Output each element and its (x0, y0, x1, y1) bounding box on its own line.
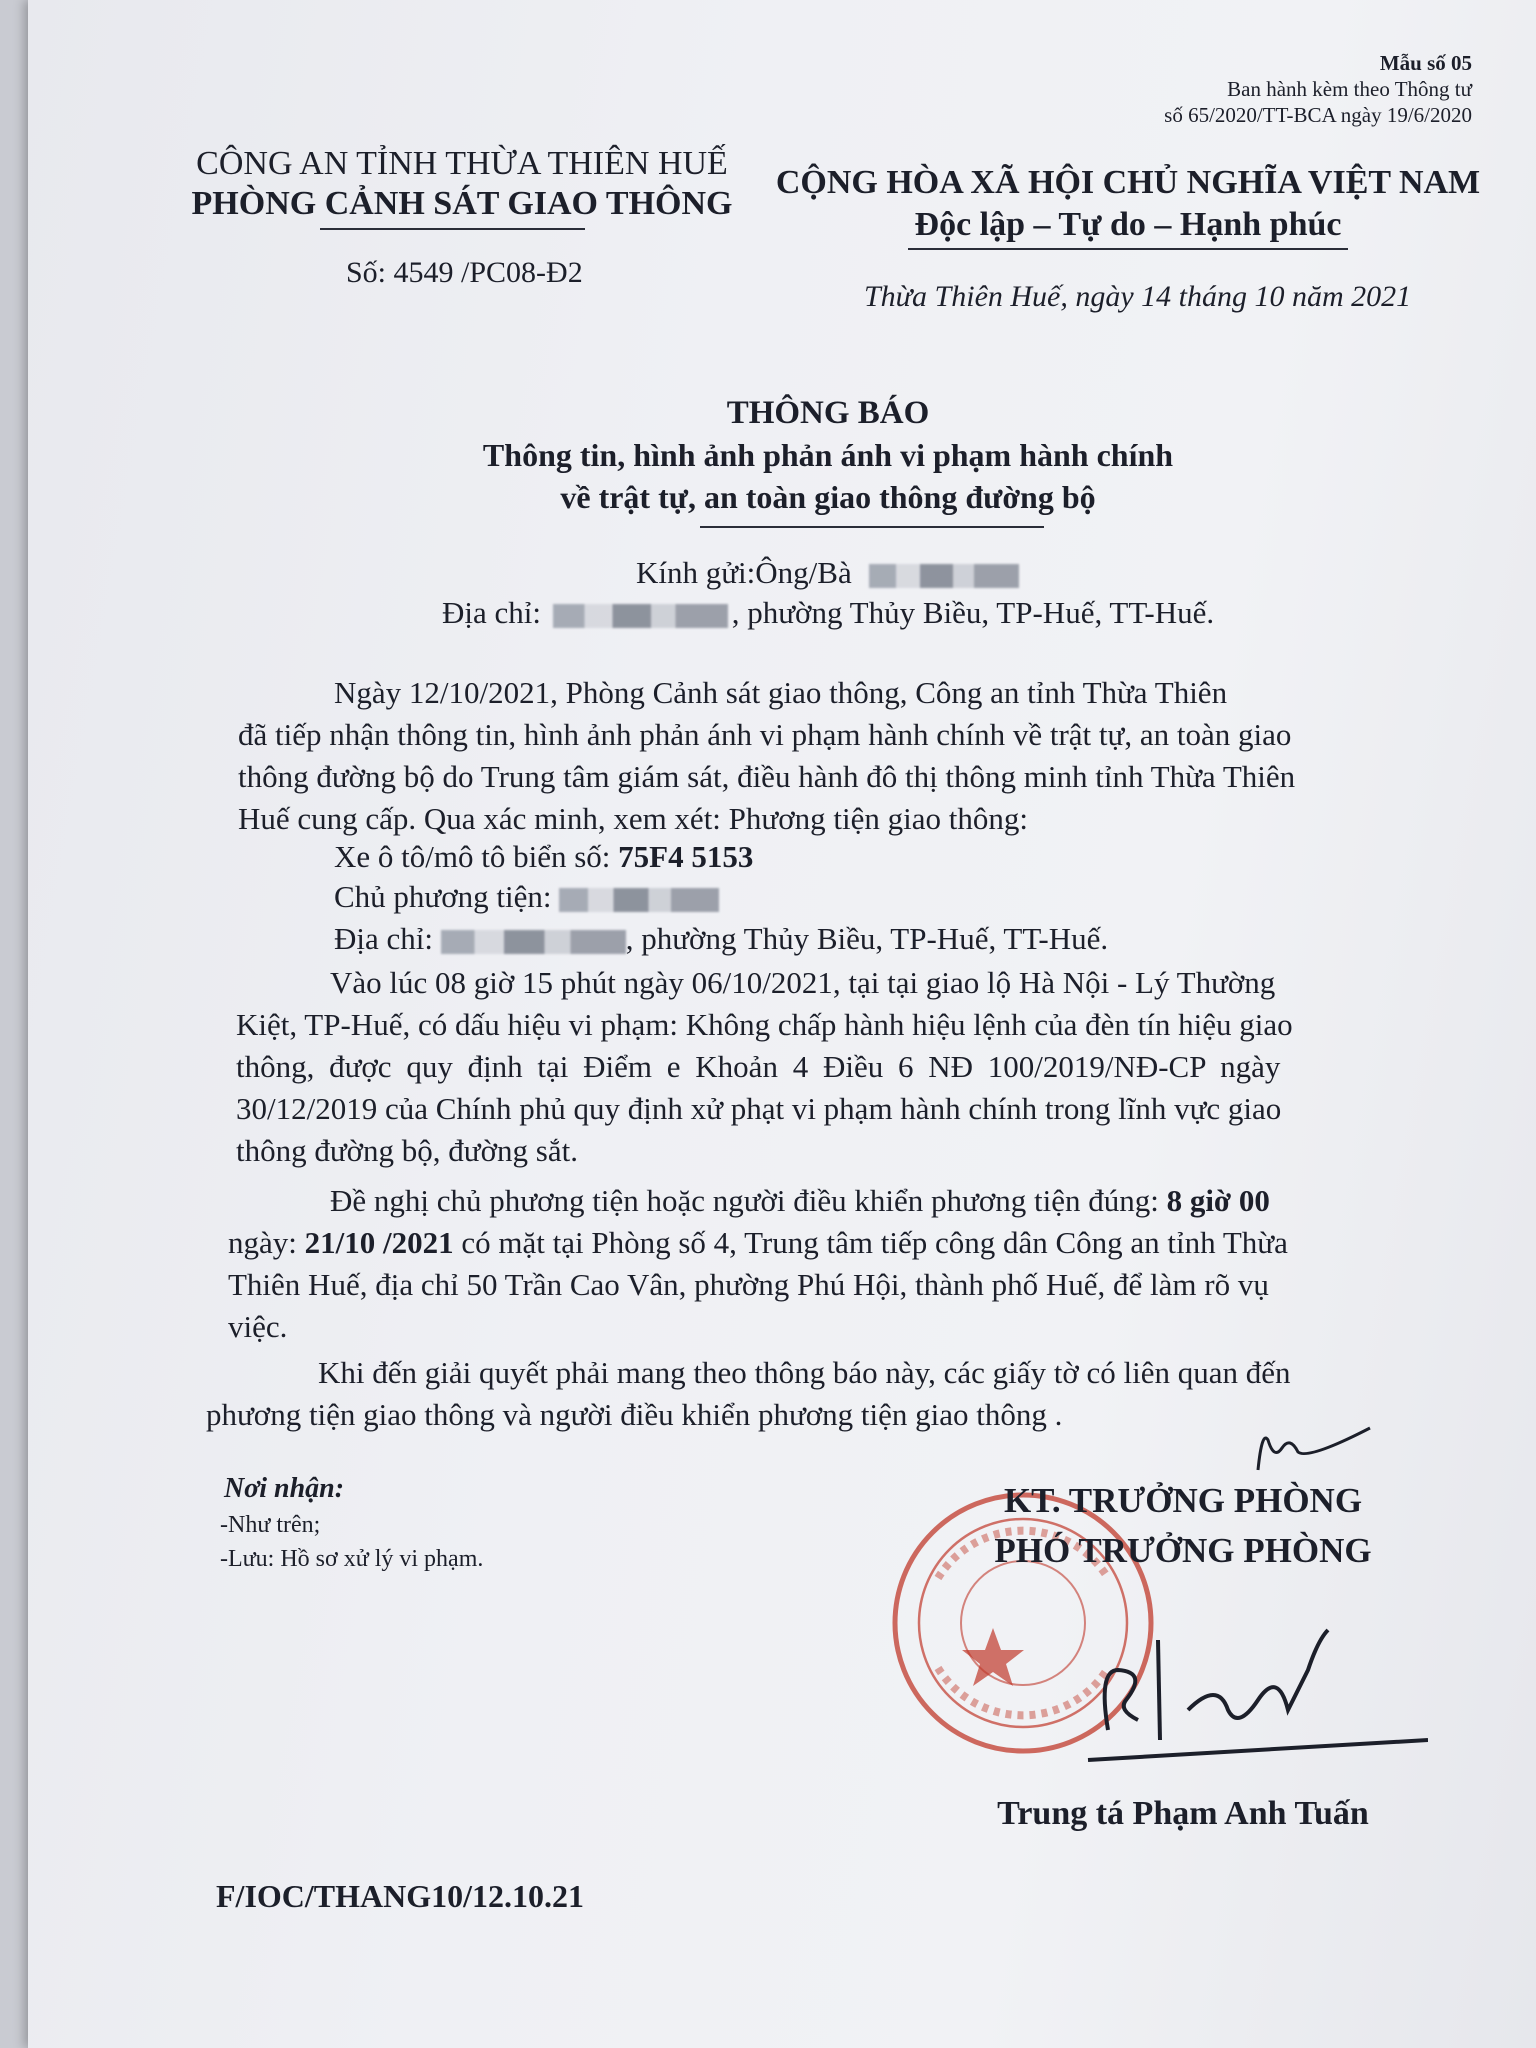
recipients-item-2: -Lưu: Hồ sơ xử lý vi phạm. (220, 1546, 484, 1572)
para1-line2: đã tiếp nhận thông tin, hình ảnh phản ánh vi phạm hành chính về trật tự, an toàn giao (238, 717, 1292, 752)
recipients-heading: Nơi nhận: (224, 1473, 345, 1504)
agency-header (182, 144, 742, 224)
national-name: CỘNG HÒA XÃ HỘI CHỦ NGHĨA VIỆT NAM (775, 164, 1481, 201)
initial-mark-icon (1238, 1400, 1378, 1480)
motto-underline (908, 248, 1348, 250)
owner-label: Chủ phương tiện: (334, 879, 552, 914)
para3-line4: việc. (228, 1309, 288, 1344)
para1-line3: thông đường bộ do Trung tâm giám sát, điều hành đô thị thông minh tỉnh Thừa Thiên (238, 759, 1296, 794)
para2-line1: Vào lúc 08 giờ 15 phút ngày 06/10/2021, tại tại giao lộ Hà Nội - Lý Thường (330, 965, 1276, 1000)
national-header (768, 162, 1488, 246)
owner-address-rest: , phường Thủy Biều, TP-Huế, TT-Huế. (625, 921, 1109, 956)
signature-title (948, 1476, 1418, 1576)
appointment-time: 8 giờ 00 (1166, 1183, 1270, 1218)
agency-underline (320, 228, 585, 230)
address-label: Địa chỉ: (442, 595, 541, 630)
document-date: Thừa Thiên Huế, ngày 14 tháng 10 năm 2021 (864, 280, 1412, 313)
para3-location: có mặt tại Phòng số 4, Trung tâm tiếp công dân Công an tỉnh Thừa (453, 1225, 1288, 1260)
document-sheet (28, 0, 1536, 2048)
owner-address-label: Địa chỉ: (334, 921, 433, 956)
para4-line2: phương tiện giao thông và người điều khiển phương tiện giao thông . (206, 1397, 1063, 1432)
para2-line4: 30/12/2019 của Chính phủ quy định xử phạt vi phạm hành chính trong lĩnh vực giao (236, 1091, 1282, 1126)
document-number: Số: 4549 /PC08-Đ2 (346, 256, 583, 289)
form-circular: số 65/2020/TT-BCA ngày 19/6/2020 (1164, 103, 1472, 127)
signature-icon (1048, 1610, 1428, 1770)
form-number-block (1164, 50, 1472, 128)
form-number: Mẫu số 05 (1379, 51, 1472, 75)
redacted-name (869, 564, 1019, 588)
appointment-date: 21/10 /2021 (304, 1225, 454, 1260)
title-line-3: về trật tự, an toàn giao thông đường bộ (560, 479, 1096, 515)
address-rest: , phường Thủy Biều, TP-Huế, TT-Huế. (731, 595, 1215, 630)
redacted-owner-address (441, 930, 626, 954)
title-line-1: THÔNG BÁO (726, 395, 930, 431)
document-title (328, 392, 1328, 518)
national-motto: Độc lập – Tự do – Hạnh phúc (914, 206, 1342, 243)
para3-line3: Thiên Huế, địa chỉ 50 Trần Cao Vân, phường Phú Hội, thành phố Huế, để làm rõ vụ (228, 1267, 1269, 1302)
plate-label: Xe ô tô/mô tô biển số: (334, 839, 619, 874)
owner-line (334, 876, 719, 918)
para2-line2: Kiệt, TP-Huế, có dấu hiệu vi phạm: Không chấp hành hiệu lệnh của đèn tín hiệu giao (236, 1007, 1293, 1042)
para2-line5: thông đường bộ, đường sắt. (236, 1133, 578, 1168)
plate-line (334, 836, 753, 878)
para1-line4: Huế cung cấp. Qua xác minh, xem xét: Phương tiện giao thông: (238, 801, 1028, 836)
para3-line2 (228, 1222, 1288, 1264)
para3-line1 (330, 1180, 1270, 1222)
form-issued-with: Ban hành kèm theo Thông tư (1227, 77, 1472, 101)
recipient-address (442, 592, 1214, 634)
para3-text: Đề nghị chủ phương tiện hoặc người điều khiển phương tiện đúng: (330, 1183, 1167, 1218)
signature-line-1: KT. TRƯỞNG PHÒNG (1003, 1481, 1363, 1520)
para2-line3: thông, được quy định tại Điểm e Khoản 4 Điều 6 NĐ 100/2019/NĐ-CP ngày (236, 1049, 1281, 1084)
signer-name: Trung tá Phạm Anh Tuấn (997, 1795, 1369, 1832)
recipient-greeting (636, 552, 1019, 594)
agency-department: PHÒNG CẢNH SÁT GIAO THÔNG (191, 185, 733, 222)
owner-address-line (334, 918, 1108, 960)
plate-number: 75F4 5153 (618, 839, 754, 874)
greeting-text: Kính gửi:Ông/Bà (636, 555, 852, 590)
reference-code: F/IOC/THANG10/12.10.21 (216, 1878, 585, 1914)
title-underline (700, 526, 1044, 528)
agency-parent: CÔNG AN TỈNH THỪA THIÊN HUẾ (196, 145, 728, 182)
para3-date-label: ngày: (228, 1225, 305, 1260)
para1-line1: Ngày 12/10/2021, Phòng Cảnh sát giao thông, Công an tỉnh Thừa Thiên (334, 675, 1228, 710)
signature-line-2: PHÓ TRƯỞNG PHÒNG (994, 1531, 1372, 1570)
redacted-owner (559, 888, 719, 912)
title-line-2: Thông tin, hình ảnh phản ánh vi phạm hành chính (482, 437, 1174, 473)
recipients-item-1: -Như trên; (220, 1512, 321, 1538)
redacted-address (553, 604, 728, 628)
para4-line1: Khi đến giải quyết phải mang theo thông báo này, các giấy tờ có liên quan đến (318, 1355, 1291, 1390)
